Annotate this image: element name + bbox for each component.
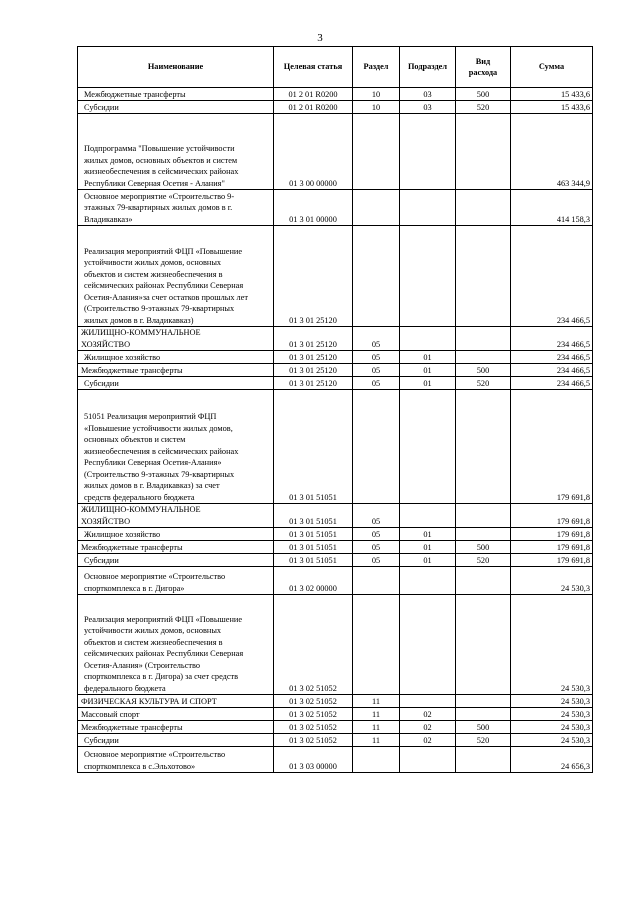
row-vid: 500 — [456, 721, 511, 734]
row-code: 01 3 03 00000 — [274, 747, 353, 773]
row-subsection — [400, 226, 456, 327]
row-sum: 24 530,3 — [511, 695, 593, 708]
row-section: 10 — [353, 88, 400, 101]
row-name: ЖИЛИЩНО-КОММУНАЛЬНОЕ ХОЗЯЙСТВО — [78, 327, 274, 351]
row-vid: 500 — [456, 541, 511, 554]
header-name: Наименование — [78, 47, 274, 88]
table-header-row — [78, 47, 593, 88]
header-vid: Вид расхода — [456, 47, 511, 88]
row-section: 05 — [353, 327, 400, 351]
table-row — [78, 364, 593, 377]
row-subsection: 01 — [400, 554, 456, 567]
row-vid — [456, 226, 511, 327]
row-subsection: 01 — [400, 528, 456, 541]
row-code: 01 3 01 51051 — [274, 554, 353, 567]
table-row — [78, 190, 593, 226]
row-section: 05 — [353, 504, 400, 528]
row-subsection: 02 — [400, 734, 456, 747]
row-sum: 179 691,8 — [511, 528, 593, 541]
table-row — [78, 528, 593, 541]
row-sum: 15 433,6 — [511, 88, 593, 101]
row-name: ЖИЛИЩНО-КОММУНАЛЬНОЕ ХОЗЯЙСТВО — [78, 504, 274, 528]
table-row — [78, 226, 593, 327]
row-section: 11 — [353, 695, 400, 708]
row-sum: 234 466,5 — [511, 327, 593, 351]
header-subsection: Подраздел — [400, 47, 456, 88]
row-subsection — [400, 695, 456, 708]
table-row — [78, 595, 593, 695]
row-sum: 24 656,3 — [511, 747, 593, 773]
row-subsection: 01 — [400, 377, 456, 390]
row-sum: 24 530,3 — [511, 708, 593, 721]
budget-table — [77, 46, 593, 773]
table-row — [78, 708, 593, 721]
row-section: 11 — [353, 721, 400, 734]
row-code: 01 3 01 25120 — [274, 351, 353, 364]
row-section: 05 — [353, 364, 400, 377]
row-code: 01 3 01 51051 — [274, 504, 353, 528]
row-vid — [456, 695, 511, 708]
table-row — [78, 327, 593, 351]
row-sum: 234 466,5 — [511, 351, 593, 364]
row-name: Основное мероприятие «Строительство спорткомплекса в с.Эльхотово» — [78, 747, 274, 773]
row-vid: 520 — [456, 101, 511, 114]
table-row — [78, 554, 593, 567]
row-subsection — [400, 567, 456, 595]
row-sum: 24 530,3 — [511, 595, 593, 695]
table-row — [78, 695, 593, 708]
row-subsection: 02 — [400, 708, 456, 721]
row-code: 01 2 01 R0200 — [274, 101, 353, 114]
row-section: 05 — [353, 541, 400, 554]
row-subsection — [400, 595, 456, 695]
table-row — [78, 114, 593, 190]
table-row — [78, 377, 593, 390]
row-name: Основное мероприятие «Строительство 9- этажных 79-квартирных жилых домов в г. Владикавказ» — [78, 190, 274, 226]
row-sum: 179 691,8 — [511, 390, 593, 504]
row-name: Межбюджетные трансферты — [78, 541, 274, 554]
row-name: 51051 Реализация мероприятий ФЦП «Повышение устойчивости жилых домов, основных объектов и систем жизнеобеспечения в сейсмических районах Республики Северная Осетия-Алания» (Строительство 9-этажных 79-квартирных жилых домов в г. Владикавказ) за счет средств федерального бюджета — [78, 390, 274, 504]
row-sum: 179 691,8 — [511, 541, 593, 554]
row-section: 05 — [353, 528, 400, 541]
row-vid — [456, 528, 511, 541]
row-subsection — [400, 190, 456, 226]
row-subsection: 02 — [400, 721, 456, 734]
row-subsection — [400, 327, 456, 351]
row-section: 05 — [353, 351, 400, 364]
row-name: Межбюджетные трансферты — [78, 721, 274, 734]
row-section — [353, 114, 400, 190]
row-name: Межбюджетные трансферты — [78, 364, 274, 377]
row-vid — [456, 747, 511, 773]
row-sum: 179 691,8 — [511, 554, 593, 567]
row-name: Реализация мероприятий ФЦП «Повышение устойчивости жилых домов, основных объектов и систем жизнеобеспечения в сейсмических районах Республики Северная Осетия-Алания»за счет остатков прошлых лет (Строительство 9-этажных 79-квартирных жилых домов в г. Владикавказ) — [78, 226, 274, 327]
row-code: 01 3 01 25120 — [274, 226, 353, 327]
row-section: 11 — [353, 708, 400, 721]
table-row — [78, 88, 593, 101]
row-vid — [456, 351, 511, 364]
row-code: 01 3 02 51052 — [274, 595, 353, 695]
row-vid: 520 — [456, 377, 511, 390]
row-vid — [456, 567, 511, 595]
row-sum: 463 344,9 — [511, 114, 593, 190]
page-number: 3 — [317, 32, 323, 44]
row-code: 01 3 01 00000 — [274, 190, 353, 226]
row-section — [353, 226, 400, 327]
row-vid — [456, 708, 511, 721]
row-section: 05 — [353, 377, 400, 390]
row-vid — [456, 504, 511, 528]
row-name: Субсидии — [78, 554, 274, 567]
row-code: 01 3 01 51051 — [274, 528, 353, 541]
row-subsection — [400, 114, 456, 190]
row-subsection — [400, 747, 456, 773]
row-name: Жилищное хозяйство — [78, 528, 274, 541]
row-subsection: 01 — [400, 541, 456, 554]
row-subsection: 01 — [400, 364, 456, 377]
row-code: 01 3 01 25120 — [274, 364, 353, 377]
row-subsection: 03 — [400, 88, 456, 101]
row-vid: 520 — [456, 734, 511, 747]
row-sum: 24 530,3 — [511, 734, 593, 747]
row-code: 01 3 01 25120 — [274, 377, 353, 390]
row-name: Основное мероприятие «Строительство спорткомплекса в г. Дигора» — [78, 567, 274, 595]
row-section — [353, 747, 400, 773]
row-vid — [456, 327, 511, 351]
row-vid: 520 — [456, 554, 511, 567]
row-vid: 500 — [456, 364, 511, 377]
row-name: Жилищное хозяйство — [78, 351, 274, 364]
row-sum: 234 466,5 — [511, 226, 593, 327]
row-code: 01 2 01 R0200 — [274, 88, 353, 101]
row-name: Подпрограмма "Повышение устойчивости жилых домов, основных объектов и систем жизнеобеспечения в сейсмических районах Республики Северная Осетия - Алания" — [78, 114, 274, 190]
row-section — [353, 190, 400, 226]
row-vid — [456, 114, 511, 190]
row-sum: 234 466,5 — [511, 364, 593, 377]
table-row — [78, 567, 593, 595]
row-sum: 234 466,5 — [511, 377, 593, 390]
row-vid — [456, 595, 511, 695]
row-subsection — [400, 390, 456, 504]
row-vid — [456, 390, 511, 504]
row-sum: 414 158,3 — [511, 190, 593, 226]
row-code: 01 3 01 25120 — [274, 327, 353, 351]
header-section: Раздел — [353, 47, 400, 88]
table-row — [78, 504, 593, 528]
table-row — [78, 390, 593, 504]
row-sum: 15 433,6 — [511, 101, 593, 114]
row-sum: 24 530,3 — [511, 567, 593, 595]
table-row — [78, 351, 593, 364]
row-code: 01 3 00 00000 — [274, 114, 353, 190]
table-row — [78, 747, 593, 773]
row-name: ФИЗИЧЕСКАЯ КУЛЬТУРА И СПОРТ — [78, 695, 274, 708]
row-name: Субсидии — [78, 101, 274, 114]
row-code: 01 3 02 51052 — [274, 695, 353, 708]
row-subsection — [400, 504, 456, 528]
header-code: Целевая статья — [274, 47, 353, 88]
row-name: Субсидии — [78, 377, 274, 390]
row-section: 11 — [353, 734, 400, 747]
row-vid — [456, 190, 511, 226]
row-section — [353, 595, 400, 695]
row-section — [353, 567, 400, 595]
row-subsection: 01 — [400, 351, 456, 364]
row-code: 01 3 02 51052 — [274, 734, 353, 747]
header-sum: Сумма — [511, 47, 593, 88]
row-vid: 500 — [456, 88, 511, 101]
table-row — [78, 721, 593, 734]
row-subsection: 03 — [400, 101, 456, 114]
row-name: Массовый спорт — [78, 708, 274, 721]
row-name: Реализация мероприятий ФЦП «Повышение устойчивости жилых домов, основных объектов и систем жизнеобеспечения в сейсмических районах Республики Северная Осетия-Алания» (Строительство спорткомплекса в г. Дигора) за счет средств федерального бюджета — [78, 595, 274, 695]
row-sum: 24 530,3 — [511, 721, 593, 734]
row-name: Межбюджетные трансферты — [78, 88, 274, 101]
row-code: 01 3 02 51052 — [274, 721, 353, 734]
row-code: 01 3 01 51051 — [274, 390, 353, 504]
table-row — [78, 541, 593, 554]
row-section — [353, 390, 400, 504]
row-section: 10 — [353, 101, 400, 114]
row-code: 01 3 01 51051 — [274, 541, 353, 554]
row-section: 05 — [353, 554, 400, 567]
row-name: Субсидии — [78, 734, 274, 747]
row-code: 01 3 02 51052 — [274, 708, 353, 721]
table-row — [78, 734, 593, 747]
row-code: 01 3 02 00000 — [274, 567, 353, 595]
row-sum: 179 691,8 — [511, 504, 593, 528]
table-row — [78, 101, 593, 114]
